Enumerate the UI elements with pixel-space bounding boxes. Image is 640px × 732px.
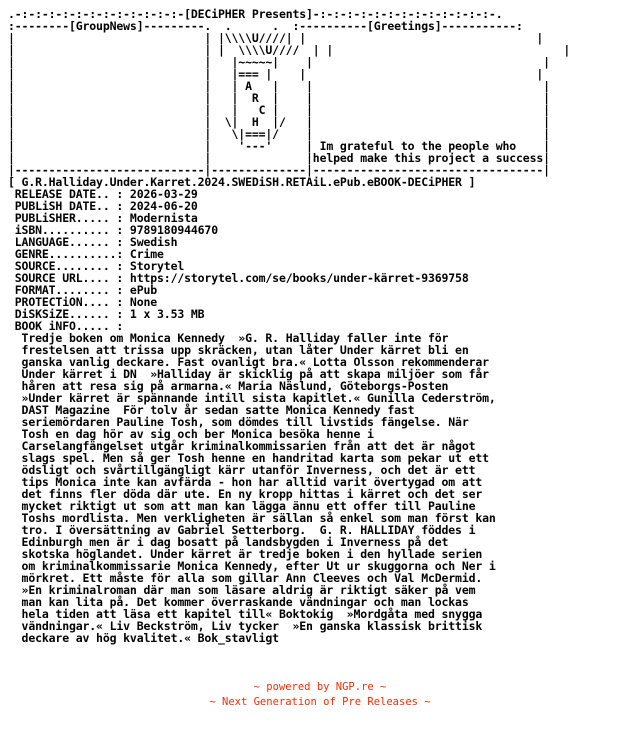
nfo-line: SOURCE........ : Storytel	[8, 259, 185, 273]
nfo-line: Tredje boken om Monica Kennedy »G. R. Halliday faller inte för	[8, 331, 449, 345]
nfo-line: PROTECTiON.... : None	[8, 295, 158, 309]
nfo-text	[8, 8, 570, 644]
nfo-line: om kriminalkommissarie Monica Kennedy, efter Ut ur skuggorna och Ner i	[8, 559, 496, 573]
nfo-line: FORMAT........ : ePub	[8, 283, 158, 297]
nfo-line: Tosh en dag hör av sig och ber Monica besöka henne i	[8, 427, 374, 441]
nfo-line: »En kriminalroman där man som läsare aldrig är riktigt säker på vem	[8, 583, 476, 597]
nfo-line: | | | C | | |	[8, 103, 550, 117]
nfo-line: deckare av hög kvalitet.« Bok_stavligt	[8, 631, 279, 645]
nfo-line: tro. I översättning av Gabriel Setterborg. G. R. HALLIDAY föddes i	[8, 523, 476, 537]
nfo-line: mörkret. Ett måste för alla som gillar Ann Cleeves och Val McDermid.	[8, 571, 483, 585]
nfo-line: | | | R | | |	[8, 91, 550, 105]
nfo-line: | | |\\\\U////| | |	[8, 31, 544, 45]
nfo-line: DiSKSiZE...... : 1 x 3.53 MB	[8, 307, 205, 321]
nfo-line: slags spel. Men så ger Tosh henne en handritad karta som pekar ut ett	[8, 451, 489, 465]
nfo-line: .-:-:-:-:-:-:-:-:-:-:-:-:-[DECiPHER Presents]-:-:-:-:-:-:-:-:-:-:-:-:-:-.	[8, 7, 503, 21]
nfo-line: :--------[GroupNews]---------. . . :----------[Greetings]-----------:	[8, 19, 523, 33]
nfo-line: | | '---' | Im grateful to the people who |	[8, 139, 550, 153]
footer-tagline: ~ Next Generation of Pre Releases ~	[209, 696, 431, 708]
nfo-line: | | |=== | | |	[8, 67, 544, 81]
nfo-line: Under kärret i DN »Halliday är skicklig på att skapa miljöer som får	[8, 367, 489, 381]
nfo-line: |----------------------------|--------------|----------------------------------|	[8, 163, 550, 177]
nfo-line: Edinburgh men är i dag bosatt på landsbygden i Inverness på det	[8, 535, 449, 549]
nfo-line: det finns fler döda där ute. En ny kropp hittas i kärret och det ser	[8, 487, 483, 501]
nfo-line: DAST Magazine För tolv år sedan satte Monica Kennedy fast	[8, 403, 415, 417]
nfo-line: LANGUAGE...... : Swedish	[8, 235, 178, 249]
nfo-line: skotska höglandet. Under kärret är tredje boken i den hyllade serien	[8, 547, 483, 561]
nfo-line: RELEASE DATE.. : 2026-03-29	[8, 187, 198, 201]
nfo-line: »Under kärret är spännande intill sista kapitlet.« Gunilla Cederström,	[8, 391, 496, 405]
nfo-line: SOURCE URL.... : https://storytel.com/se/books/under-kärret-9369758	[8, 271, 469, 285]
nfo-line: man kan lita på. Det kommer överraskande vändningar och man lockas	[8, 595, 469, 609]
nfo-line: | | |~~~~~| | |	[8, 55, 550, 69]
nfo-line: seriemördaren Pauline Tosh, som dömdes till livstids fängelse. När	[8, 415, 469, 429]
nfo-line: | | | A | | |	[8, 79, 550, 93]
nfo-line: tips Monica inte kan avfärda - hon har alltid varit övertygad om att	[8, 475, 483, 489]
nfo-line: ganska vanlig deckare. Fast ovanligt bra.« Lotta Olsson rekommenderar	[8, 355, 489, 369]
nfo-line: PUBLiSHER..... : Modernista	[8, 211, 198, 225]
nfo-line: BOOK iNFO..... :	[8, 319, 124, 333]
nfo-line: mycket riktigt ut som att man kan lägga ännu ett offer till Pauline	[8, 499, 476, 513]
nfo-line: iSBN.......... : 9789180944670	[8, 223, 218, 237]
nfo-line: Carselangfängelset utgår kriminalkommissarien från att det är något	[8, 439, 476, 453]
nfo-line: PUBLiSH DATE.. : 2024-06-20	[8, 199, 198, 213]
nfo-line: håren att resa sig på armarna.« Maria Näslund, Göteborgs-Posten	[8, 379, 449, 393]
nfo-line: [ G.R.Halliday.Under.Karret.2024.SWEDiSH.RETAiL.ePub.eBOOK-DECiPHER ]	[8, 175, 476, 189]
nfo-line: | | | \\\\U//// | | |	[8, 43, 571, 57]
nfo-line: ödsligt och svårtillgängligt kärr utanför Inverness, och det är ett	[8, 463, 476, 477]
nfo-line: | | \|===|/ | |	[8, 127, 550, 141]
nfo-line: | | \| H |/ | |	[8, 115, 550, 129]
nfo-line: | | |helped make this project a success|	[8, 151, 550, 165]
nfo-line: hela tiden att läsa ett kapitel till« Boktokig »Mordgåta med snygga	[8, 607, 483, 621]
nfo-line: GENRE..........: Crime	[8, 247, 164, 261]
footer-powered-by: ~ powered by NGP.re ~	[253, 681, 387, 693]
nfo-line: vändningar.« Liv Beckström, Liv tycker »En ganska klassisk brittisk	[8, 619, 483, 633]
nfo-line: frestelsen att trissa upp skräcken, utan låter Under kärret bli en	[8, 343, 469, 357]
nfo-line: Toshs mordlista. Men verkligheten är sällan så enkel som man först kan	[8, 511, 496, 525]
